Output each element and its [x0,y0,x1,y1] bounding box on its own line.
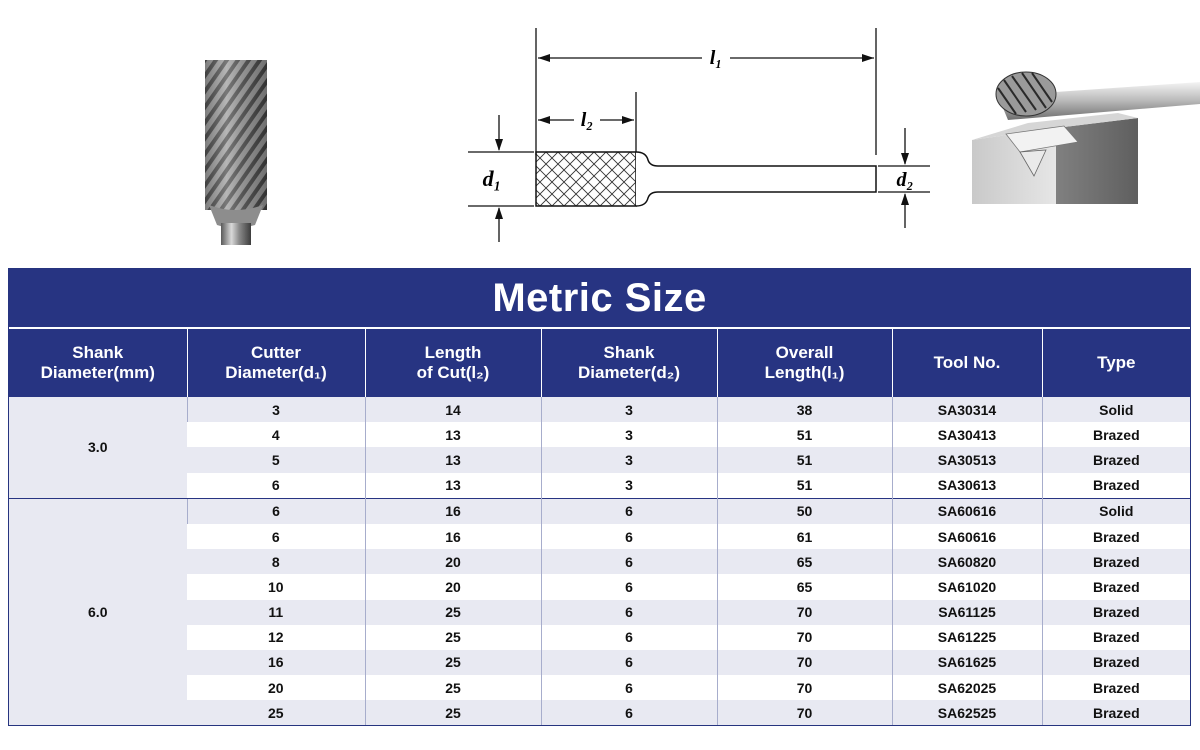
table-cell: 50 [717,498,892,524]
table-row [9,473,1190,499]
table-cell: SA60820 [892,549,1042,574]
table-row [9,625,1190,650]
table-cell: 5 [187,447,365,472]
metric-size-table [8,268,1191,726]
table-cell: 70 [717,625,892,650]
table-cell: 13 [365,422,541,447]
dimension-drawing [462,20,942,245]
table-cell: Brazed [1042,574,1190,599]
cutter-diameter-header: Cutter Diameter(d₁) [187,328,365,397]
table-cell: 6 [541,498,717,524]
table-row [9,498,1190,524]
table-cell: SA61225 [892,625,1042,650]
table-cell: 3 [541,422,717,447]
table-cell: SA30413 [892,422,1042,447]
table-cell: SA61125 [892,600,1042,625]
table-row [9,524,1190,549]
table-cell: 6 [187,498,365,524]
table-cell: Brazed [1042,675,1190,700]
table-cell: 3 [541,447,717,472]
table-cell: SA30513 [892,447,1042,472]
table-cell: 12 [187,625,365,650]
table-cell: Solid [1042,397,1190,422]
table-cell: Brazed [1042,549,1190,574]
table-cell: 51 [717,422,892,447]
table-cell: 6 [187,524,365,549]
table-cell: 3 [187,397,365,422]
table-cell: 4 [187,422,365,447]
cutter-diameter-label: d₁ [482,166,502,191]
table-cell: 70 [717,675,892,700]
table-cell: 6 [541,650,717,675]
table-row [9,600,1190,625]
table-cell: 6 [541,524,717,549]
table-row [9,447,1190,472]
table-cell: 11 [187,600,365,625]
table-cell: 38 [717,397,892,422]
table-cell: 25 [365,675,541,700]
table-cell: 16 [365,498,541,524]
table-cell: SA30314 [892,397,1042,422]
table-row [9,549,1190,574]
table-cell: 61 [717,524,892,549]
table-cell: 13 [365,473,541,499]
table-cell: 16 [365,524,541,549]
table-cell: SA62525 [892,700,1042,725]
type-header: Type [1042,328,1190,397]
table-cell: 6 [541,600,717,625]
table-cell: 70 [717,650,892,675]
table-cell: 14 [365,397,541,422]
usage-illustration [968,68,1200,208]
shank-diameter-label: d₂ [896,169,914,191]
table-cell: Brazed [1042,700,1190,725]
table-cell: SA61625 [892,650,1042,675]
table-row [9,650,1190,675]
header-row [9,328,1190,397]
table-cell: 70 [717,600,892,625]
table-title: Metric Size [9,269,1190,328]
table-row [9,574,1190,599]
table-cell: SA62025 [892,675,1042,700]
table-row [9,675,1190,700]
length-of-cut-header: Length of Cut(l₂) [365,328,541,397]
table-cell: Brazed [1042,447,1190,472]
table-cell: 6 [541,625,717,650]
shank-diameter-group-cell: 6.0 [9,498,187,725]
table-cell: 3 [541,473,717,499]
shank-diameter-d2-header: Shank Diameter(d₂) [541,328,717,397]
table-cell: SA60616 [892,498,1042,524]
table-cell: SA60616 [892,524,1042,549]
table-cell: 25 [365,625,541,650]
tool-no-header: Tool No. [892,328,1042,397]
table-cell: 25 [365,700,541,725]
table-cell: 6 [541,549,717,574]
table-cell: Brazed [1042,625,1190,650]
burr-photo [195,55,280,245]
table-cell: 10 [187,574,365,599]
table-cell: SA30613 [892,473,1042,499]
table-cell: 25 [365,600,541,625]
table-cell: 51 [717,473,892,499]
table-row [9,422,1190,447]
table-cell: 51 [717,447,892,472]
table-cell: Brazed [1042,422,1190,447]
table-cell: 6 [541,700,717,725]
table-cell: Solid [1042,498,1190,524]
table-cell: 20 [365,549,541,574]
table-cell: 8 [187,549,365,574]
table-cell: 70 [717,700,892,725]
shank-diameter-header: Shank Diameter(mm) [9,328,187,397]
table-row [9,397,1190,422]
table-cell: 20 [365,574,541,599]
table-cell: 6 [541,574,717,599]
table-cell: Brazed [1042,524,1190,549]
table-cell: Brazed [1042,473,1190,499]
length-cut-label: l₂ [580,109,594,131]
table-cell: 25 [365,650,541,675]
table-cell: SA61020 [892,574,1042,599]
table-cell: 6 [541,675,717,700]
table-body [9,397,1190,725]
table-cell: 65 [717,549,892,574]
length-overall-label: l₁ [709,47,723,69]
table-cell: 25 [187,700,365,725]
table-cell: 65 [717,574,892,599]
table-cell: 16 [187,650,365,675]
table-cell: Brazed [1042,650,1190,675]
table-cell: 6 [187,473,365,499]
table-cell: 13 [365,447,541,472]
table-cell: 3 [541,397,717,422]
overall-length-header: Overall Length(l₁) [717,328,892,397]
shank-diameter-group-cell: 3.0 [9,397,187,498]
table-row [9,700,1190,725]
table-cell: Brazed [1042,600,1190,625]
figures-area [0,0,1200,262]
table-cell: 20 [187,675,365,700]
